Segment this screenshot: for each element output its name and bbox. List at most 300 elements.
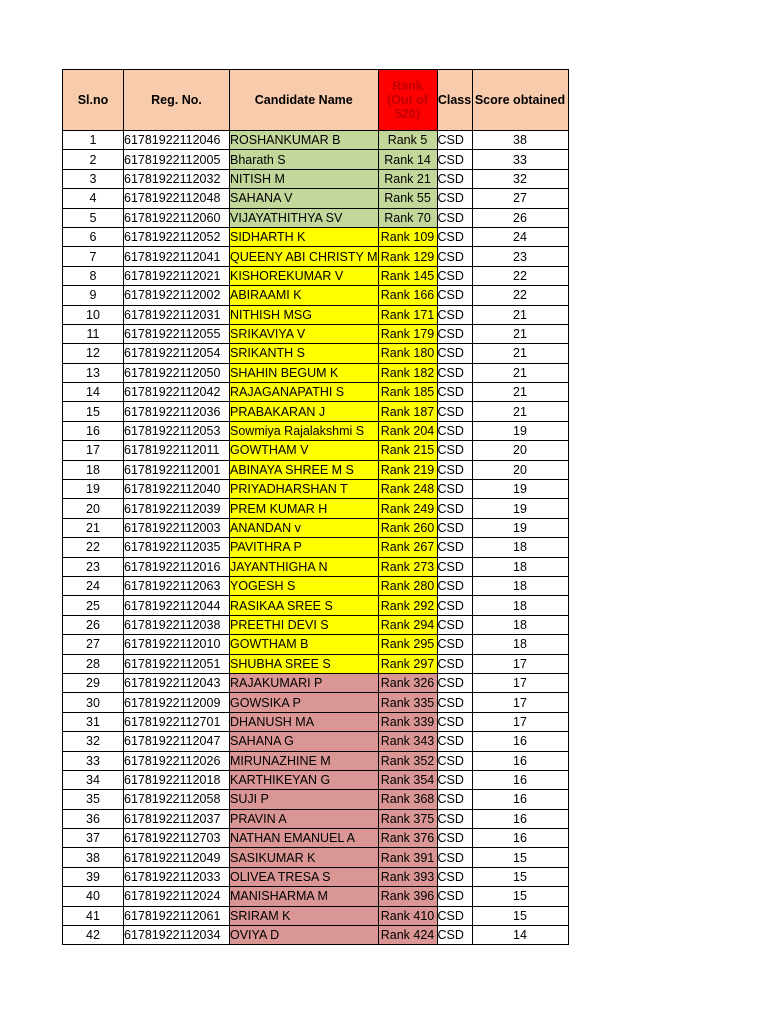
cell-score: 23 bbox=[472, 247, 568, 266]
cell-slno: 17 bbox=[63, 441, 124, 460]
cell-slno: 27 bbox=[63, 635, 124, 654]
cell-class: CSD bbox=[437, 266, 472, 285]
cell-class: CSD bbox=[437, 150, 472, 169]
cell-rank: Rank 297 bbox=[378, 654, 437, 673]
cell-slno: 40 bbox=[63, 887, 124, 906]
cell-reg-no: 61781922112021 bbox=[124, 266, 230, 285]
cell-slno: 20 bbox=[63, 499, 124, 518]
cell-score: 17 bbox=[472, 673, 568, 692]
cell-candidate-name: NITISH M bbox=[230, 169, 379, 188]
cell-reg-no: 61781922112052 bbox=[124, 227, 230, 246]
cell-slno: 36 bbox=[63, 809, 124, 828]
cell-rank: Rank 180 bbox=[378, 344, 437, 363]
cell-rank: Rank 5 bbox=[378, 131, 437, 150]
cell-class: CSD bbox=[437, 305, 472, 324]
cell-score: 18 bbox=[472, 557, 568, 576]
cell-candidate-name: SHUBHA SREE S bbox=[230, 654, 379, 673]
cell-score: 21 bbox=[472, 402, 568, 421]
table-row bbox=[63, 499, 569, 518]
cell-slno: 33 bbox=[63, 751, 124, 770]
cell-rank: Rank 375 bbox=[378, 809, 437, 828]
cell-rank: Rank 295 bbox=[378, 635, 437, 654]
table-row bbox=[63, 286, 569, 305]
cell-reg-no: 61781922112042 bbox=[124, 383, 230, 402]
table-row bbox=[63, 383, 569, 402]
cell-rank: Rank 109 bbox=[378, 227, 437, 246]
table-row bbox=[63, 441, 569, 460]
table-row bbox=[63, 227, 569, 246]
cell-rank: Rank 354 bbox=[378, 770, 437, 789]
cell-rank: Rank 273 bbox=[378, 557, 437, 576]
cell-reg-no: 61781922112039 bbox=[124, 499, 230, 518]
cell-score: 22 bbox=[472, 266, 568, 285]
cell-slno: 34 bbox=[63, 770, 124, 789]
cell-slno: 39 bbox=[63, 867, 124, 886]
cell-candidate-name: ABIRAAMI K bbox=[230, 286, 379, 305]
cell-candidate-name: ABINAYA SHREE M S bbox=[230, 460, 379, 479]
cell-class: CSD bbox=[437, 751, 472, 770]
table-row bbox=[63, 712, 569, 731]
cell-reg-no: 61781922112051 bbox=[124, 654, 230, 673]
cell-slno: 10 bbox=[63, 305, 124, 324]
cell-class: CSD bbox=[437, 402, 472, 421]
cell-class: CSD bbox=[437, 732, 472, 751]
cell-candidate-name: OVIYA D bbox=[230, 926, 379, 945]
table-row bbox=[63, 518, 569, 537]
cell-candidate-name: RAJAGANAPATHI S bbox=[230, 383, 379, 402]
table-row bbox=[63, 266, 569, 285]
cell-rank: Rank 376 bbox=[378, 829, 437, 848]
header-rank-line1: Rank bbox=[392, 79, 423, 93]
cell-candidate-name: VIJAYATHITHYA SV bbox=[230, 208, 379, 227]
cell-score: 17 bbox=[472, 712, 568, 731]
cell-rank: Rank 280 bbox=[378, 576, 437, 595]
cell-score: 21 bbox=[472, 383, 568, 402]
cell-rank: Rank 391 bbox=[378, 848, 437, 867]
cell-slno: 19 bbox=[63, 480, 124, 499]
table-row bbox=[63, 809, 569, 828]
cell-candidate-name: DHANUSH MA bbox=[230, 712, 379, 731]
cell-rank: Rank 204 bbox=[378, 421, 437, 440]
cell-candidate-name: SUJI P bbox=[230, 790, 379, 809]
cell-class: CSD bbox=[437, 557, 472, 576]
cell-candidate-name: OLIVEA TRESA S bbox=[230, 867, 379, 886]
cell-rank: Rank 171 bbox=[378, 305, 437, 324]
cell-reg-no: 61781922112033 bbox=[124, 867, 230, 886]
cell-candidate-name: KARTHIKEYAN G bbox=[230, 770, 379, 789]
cell-class: CSD bbox=[437, 363, 472, 382]
cell-class: CSD bbox=[437, 169, 472, 188]
cell-candidate-name: GOWSIKA P bbox=[230, 693, 379, 712]
cell-class: CSD bbox=[437, 518, 472, 537]
cell-reg-no: 61781922112703 bbox=[124, 829, 230, 848]
table-row bbox=[63, 790, 569, 809]
cell-slno: 16 bbox=[63, 421, 124, 440]
table-row bbox=[63, 460, 569, 479]
cell-score: 21 bbox=[472, 324, 568, 343]
cell-candidate-name: ANANDAN v bbox=[230, 518, 379, 537]
cell-rank: Rank 249 bbox=[378, 499, 437, 518]
cell-reg-no: 61781922112053 bbox=[124, 421, 230, 440]
cell-score: 27 bbox=[472, 189, 568, 208]
cell-reg-no: 61781922112061 bbox=[124, 906, 230, 925]
cell-rank: Rank 182 bbox=[378, 363, 437, 382]
cell-score: 19 bbox=[472, 480, 568, 499]
cell-score: 20 bbox=[472, 441, 568, 460]
cell-reg-no: 61781922112005 bbox=[124, 150, 230, 169]
cell-reg-no: 61781922112063 bbox=[124, 576, 230, 595]
cell-slno: 37 bbox=[63, 829, 124, 848]
cell-candidate-name: YOGESH S bbox=[230, 576, 379, 595]
cell-candidate-name: SRIKAVIYA V bbox=[230, 324, 379, 343]
cell-candidate-name: SIDHARTH K bbox=[230, 227, 379, 246]
cell-class: CSD bbox=[437, 324, 472, 343]
table-row bbox=[63, 906, 569, 925]
cell-slno: 28 bbox=[63, 654, 124, 673]
cell-class: CSD bbox=[437, 790, 472, 809]
cell-class: CSD bbox=[437, 441, 472, 460]
cell-reg-no: 61781922112048 bbox=[124, 189, 230, 208]
cell-score: 16 bbox=[472, 790, 568, 809]
cell-score: 16 bbox=[472, 751, 568, 770]
cell-class: CSD bbox=[437, 887, 472, 906]
table-row bbox=[63, 247, 569, 266]
cell-rank: Rank 326 bbox=[378, 673, 437, 692]
table-row bbox=[63, 402, 569, 421]
cell-rank: Rank 129 bbox=[378, 247, 437, 266]
cell-class: CSD bbox=[437, 615, 472, 634]
cell-reg-no: 61781922112016 bbox=[124, 557, 230, 576]
cell-rank: Rank 70 bbox=[378, 208, 437, 227]
cell-slno: 23 bbox=[63, 557, 124, 576]
cell-reg-no: 61781922112001 bbox=[124, 460, 230, 479]
cell-candidate-name: MANISHARMA M bbox=[230, 887, 379, 906]
cell-candidate-name: SHAHIN BEGUM K bbox=[230, 363, 379, 382]
cell-rank: Rank 179 bbox=[378, 324, 437, 343]
cell-score: 14 bbox=[472, 926, 568, 945]
cell-score: 16 bbox=[472, 829, 568, 848]
cell-class: CSD bbox=[437, 460, 472, 479]
cell-score: 18 bbox=[472, 538, 568, 557]
cell-slno: 21 bbox=[63, 518, 124, 537]
cell-score: 32 bbox=[472, 169, 568, 188]
cell-slno: 3 bbox=[63, 169, 124, 188]
cell-reg-no: 61781922112041 bbox=[124, 247, 230, 266]
table-row bbox=[63, 344, 569, 363]
cell-rank: Rank 424 bbox=[378, 926, 437, 945]
cell-class: CSD bbox=[437, 247, 472, 266]
header-score: Score obtained bbox=[472, 70, 568, 131]
cell-rank: Rank 267 bbox=[378, 538, 437, 557]
cell-reg-no: 61781922112050 bbox=[124, 363, 230, 382]
cell-reg-no: 61781922112701 bbox=[124, 712, 230, 731]
header-slno: Sl.no bbox=[63, 70, 124, 131]
header-candidate-name: Candidate Name bbox=[230, 70, 379, 131]
cell-reg-no: 61781922112009 bbox=[124, 693, 230, 712]
cell-rank: Rank 292 bbox=[378, 596, 437, 615]
cell-reg-no: 61781922112037 bbox=[124, 809, 230, 828]
cell-reg-no: 61781922112047 bbox=[124, 732, 230, 751]
cell-reg-no: 61781922112054 bbox=[124, 344, 230, 363]
table-row bbox=[63, 576, 569, 595]
cell-rank: Rank 166 bbox=[378, 286, 437, 305]
cell-rank: Rank 352 bbox=[378, 751, 437, 770]
cell-candidate-name: KISHOREKUMAR V bbox=[230, 266, 379, 285]
cell-rank: Rank 260 bbox=[378, 518, 437, 537]
cell-candidate-name: SASIKUMAR K bbox=[230, 848, 379, 867]
table-row bbox=[63, 421, 569, 440]
table-row bbox=[63, 596, 569, 615]
cell-reg-no: 61781922112034 bbox=[124, 926, 230, 945]
cell-reg-no: 61781922112003 bbox=[124, 518, 230, 537]
cell-rank: Rank 335 bbox=[378, 693, 437, 712]
cell-class: CSD bbox=[437, 576, 472, 595]
cell-rank: Rank 368 bbox=[378, 790, 437, 809]
header-rank-line3: 520) bbox=[394, 107, 421, 121]
cell-score: 22 bbox=[472, 286, 568, 305]
cell-reg-no: 61781922112058 bbox=[124, 790, 230, 809]
cell-score: 16 bbox=[472, 809, 568, 828]
cell-slno: 2 bbox=[63, 150, 124, 169]
cell-class: CSD bbox=[437, 596, 472, 615]
cell-rank: Rank 393 bbox=[378, 867, 437, 886]
cell-score: 16 bbox=[472, 770, 568, 789]
cell-class: CSD bbox=[437, 131, 472, 150]
cell-reg-no: 61781922112046 bbox=[124, 131, 230, 150]
cell-score: 18 bbox=[472, 635, 568, 654]
cell-class: CSD bbox=[437, 712, 472, 731]
table-row bbox=[63, 770, 569, 789]
cell-class: CSD bbox=[437, 538, 472, 557]
cell-class: CSD bbox=[437, 770, 472, 789]
cell-reg-no: 61781922112010 bbox=[124, 635, 230, 654]
cell-reg-no: 61781922112024 bbox=[124, 887, 230, 906]
cell-candidate-name: SRIKANTH S bbox=[230, 344, 379, 363]
cell-slno: 26 bbox=[63, 615, 124, 634]
cell-reg-no: 61781922112036 bbox=[124, 402, 230, 421]
results-table bbox=[62, 69, 569, 945]
cell-reg-no: 61781922112002 bbox=[124, 286, 230, 305]
cell-class: CSD bbox=[437, 499, 472, 518]
table-row bbox=[63, 305, 569, 324]
cell-slno: 12 bbox=[63, 344, 124, 363]
header-class: Class bbox=[437, 70, 472, 131]
cell-slno: 31 bbox=[63, 712, 124, 731]
cell-score: 18 bbox=[472, 576, 568, 595]
cell-slno: 38 bbox=[63, 848, 124, 867]
table-row bbox=[63, 538, 569, 557]
cell-candidate-name: PRIYADHARSHAN T bbox=[230, 480, 379, 499]
cell-class: CSD bbox=[437, 654, 472, 673]
cell-slno: 15 bbox=[63, 402, 124, 421]
cell-score: 21 bbox=[472, 363, 568, 382]
cell-candidate-name: GOWTHAM V bbox=[230, 441, 379, 460]
cell-score: 24 bbox=[472, 227, 568, 246]
cell-rank: Rank 339 bbox=[378, 712, 437, 731]
cell-candidate-name: Bharath S bbox=[230, 150, 379, 169]
cell-slno: 5 bbox=[63, 208, 124, 227]
cell-score: 21 bbox=[472, 305, 568, 324]
cell-slno: 9 bbox=[63, 286, 124, 305]
cell-class: CSD bbox=[437, 227, 472, 246]
cell-rank: Rank 294 bbox=[378, 615, 437, 634]
cell-candidate-name: RASIKAA SREE S bbox=[230, 596, 379, 615]
table-row bbox=[63, 480, 569, 499]
cell-candidate-name: MIRUNAZHINE M bbox=[230, 751, 379, 770]
table-row bbox=[63, 867, 569, 886]
header-row bbox=[63, 70, 569, 131]
cell-score: 21 bbox=[472, 344, 568, 363]
cell-slno: 42 bbox=[63, 926, 124, 945]
cell-slno: 25 bbox=[63, 596, 124, 615]
cell-class: CSD bbox=[437, 421, 472, 440]
cell-rank: Rank 396 bbox=[378, 887, 437, 906]
cell-score: 20 bbox=[472, 460, 568, 479]
cell-score: 15 bbox=[472, 848, 568, 867]
table-row bbox=[63, 208, 569, 227]
cell-slno: 22 bbox=[63, 538, 124, 557]
cell-class: CSD bbox=[437, 673, 472, 692]
cell-rank: Rank 145 bbox=[378, 266, 437, 285]
cell-rank: Rank 219 bbox=[378, 460, 437, 479]
table-row bbox=[63, 732, 569, 751]
cell-class: CSD bbox=[437, 635, 472, 654]
table-row bbox=[63, 829, 569, 848]
cell-score: 17 bbox=[472, 654, 568, 673]
cell-candidate-name: Sowmiya Rajalakshmi S bbox=[230, 421, 379, 440]
cell-rank: Rank 21 bbox=[378, 169, 437, 188]
cell-rank: Rank 248 bbox=[378, 480, 437, 499]
cell-reg-no: 61781922112043 bbox=[124, 673, 230, 692]
header-rank bbox=[378, 70, 437, 131]
cell-candidate-name: PRAVIN A bbox=[230, 809, 379, 828]
cell-slno: 8 bbox=[63, 266, 124, 285]
cell-rank: Rank 55 bbox=[378, 189, 437, 208]
cell-score: 18 bbox=[472, 596, 568, 615]
cell-class: CSD bbox=[437, 383, 472, 402]
cell-slno: 4 bbox=[63, 189, 124, 208]
table-row bbox=[63, 189, 569, 208]
cell-candidate-name: PREETHI DEVI S bbox=[230, 615, 379, 634]
cell-score: 19 bbox=[472, 499, 568, 518]
cell-candidate-name: NITHISH MSG bbox=[230, 305, 379, 324]
table-row bbox=[63, 926, 569, 945]
cell-slno: 7 bbox=[63, 247, 124, 266]
cell-class: CSD bbox=[437, 480, 472, 499]
cell-score: 19 bbox=[472, 421, 568, 440]
header-rank-line2: (Out of bbox=[387, 93, 428, 107]
cell-class: CSD bbox=[437, 848, 472, 867]
table-row bbox=[63, 673, 569, 692]
table-row bbox=[63, 751, 569, 770]
cell-slno: 1 bbox=[63, 131, 124, 150]
cell-score: 15 bbox=[472, 887, 568, 906]
table-row bbox=[63, 887, 569, 906]
cell-score: 38 bbox=[472, 131, 568, 150]
cell-class: CSD bbox=[437, 829, 472, 848]
table-row bbox=[63, 324, 569, 343]
cell-reg-no: 61781922112031 bbox=[124, 305, 230, 324]
cell-slno: 30 bbox=[63, 693, 124, 712]
cell-candidate-name: PRABAKARAN J bbox=[230, 402, 379, 421]
cell-score: 18 bbox=[472, 615, 568, 634]
table-row bbox=[63, 693, 569, 712]
cell-reg-no: 61781922112060 bbox=[124, 208, 230, 227]
cell-reg-no: 61781922112040 bbox=[124, 480, 230, 499]
cell-candidate-name: SRIRAM K bbox=[230, 906, 379, 925]
cell-rank: Rank 187 bbox=[378, 402, 437, 421]
cell-reg-no: 61781922112011 bbox=[124, 441, 230, 460]
cell-reg-no: 61781922112055 bbox=[124, 324, 230, 343]
cell-score: 19 bbox=[472, 518, 568, 537]
table-row bbox=[63, 615, 569, 634]
cell-class: CSD bbox=[437, 809, 472, 828]
cell-class: CSD bbox=[437, 286, 472, 305]
cell-slno: 24 bbox=[63, 576, 124, 595]
cell-class: CSD bbox=[437, 208, 472, 227]
cell-reg-no: 61781922112035 bbox=[124, 538, 230, 557]
cell-candidate-name: RAJAKUMARI P bbox=[230, 673, 379, 692]
cell-candidate-name: QUEENY ABI CHRISTY M bbox=[230, 247, 379, 266]
table-row bbox=[63, 131, 569, 150]
cell-slno: 11 bbox=[63, 324, 124, 343]
cell-score: 16 bbox=[472, 732, 568, 751]
cell-reg-no: 61781922112032 bbox=[124, 169, 230, 188]
cell-slno: 6 bbox=[63, 227, 124, 246]
cell-class: CSD bbox=[437, 693, 472, 712]
table-row bbox=[63, 363, 569, 382]
cell-rank: Rank 14 bbox=[378, 150, 437, 169]
cell-class: CSD bbox=[437, 344, 472, 363]
table-row bbox=[63, 635, 569, 654]
table-row bbox=[63, 654, 569, 673]
cell-candidate-name: PREM KUMAR H bbox=[230, 499, 379, 518]
cell-class: CSD bbox=[437, 189, 472, 208]
header-reg-no: Reg. No. bbox=[124, 70, 230, 131]
cell-score: 26 bbox=[472, 208, 568, 227]
cell-score: 15 bbox=[472, 867, 568, 886]
cell-class: CSD bbox=[437, 867, 472, 886]
cell-slno: 13 bbox=[63, 363, 124, 382]
table-row bbox=[63, 557, 569, 576]
cell-slno: 41 bbox=[63, 906, 124, 925]
table-row bbox=[63, 150, 569, 169]
cell-reg-no: 61781922112026 bbox=[124, 751, 230, 770]
cell-rank: Rank 185 bbox=[378, 383, 437, 402]
table-row bbox=[63, 848, 569, 867]
cell-candidate-name: JAYANTHIGHA N bbox=[230, 557, 379, 576]
cell-reg-no: 61781922112018 bbox=[124, 770, 230, 789]
cell-reg-no: 61781922112038 bbox=[124, 615, 230, 634]
cell-candidate-name: SAHANA V bbox=[230, 189, 379, 208]
cell-candidate-name: PAVITHRA P bbox=[230, 538, 379, 557]
cell-candidate-name: ROSHANKUMAR B bbox=[230, 131, 379, 150]
cell-slno: 35 bbox=[63, 790, 124, 809]
cell-slno: 14 bbox=[63, 383, 124, 402]
cell-candidate-name: SAHANA G bbox=[230, 732, 379, 751]
cell-reg-no: 61781922112044 bbox=[124, 596, 230, 615]
cell-class: CSD bbox=[437, 926, 472, 945]
cell-slno: 29 bbox=[63, 673, 124, 692]
cell-rank: Rank 410 bbox=[378, 906, 437, 925]
cell-reg-no: 61781922112049 bbox=[124, 848, 230, 867]
cell-score: 15 bbox=[472, 906, 568, 925]
cell-slno: 18 bbox=[63, 460, 124, 479]
cell-score: 33 bbox=[472, 150, 568, 169]
cell-rank: Rank 343 bbox=[378, 732, 437, 751]
cell-candidate-name: GOWTHAM B bbox=[230, 635, 379, 654]
cell-rank: Rank 215 bbox=[378, 441, 437, 460]
